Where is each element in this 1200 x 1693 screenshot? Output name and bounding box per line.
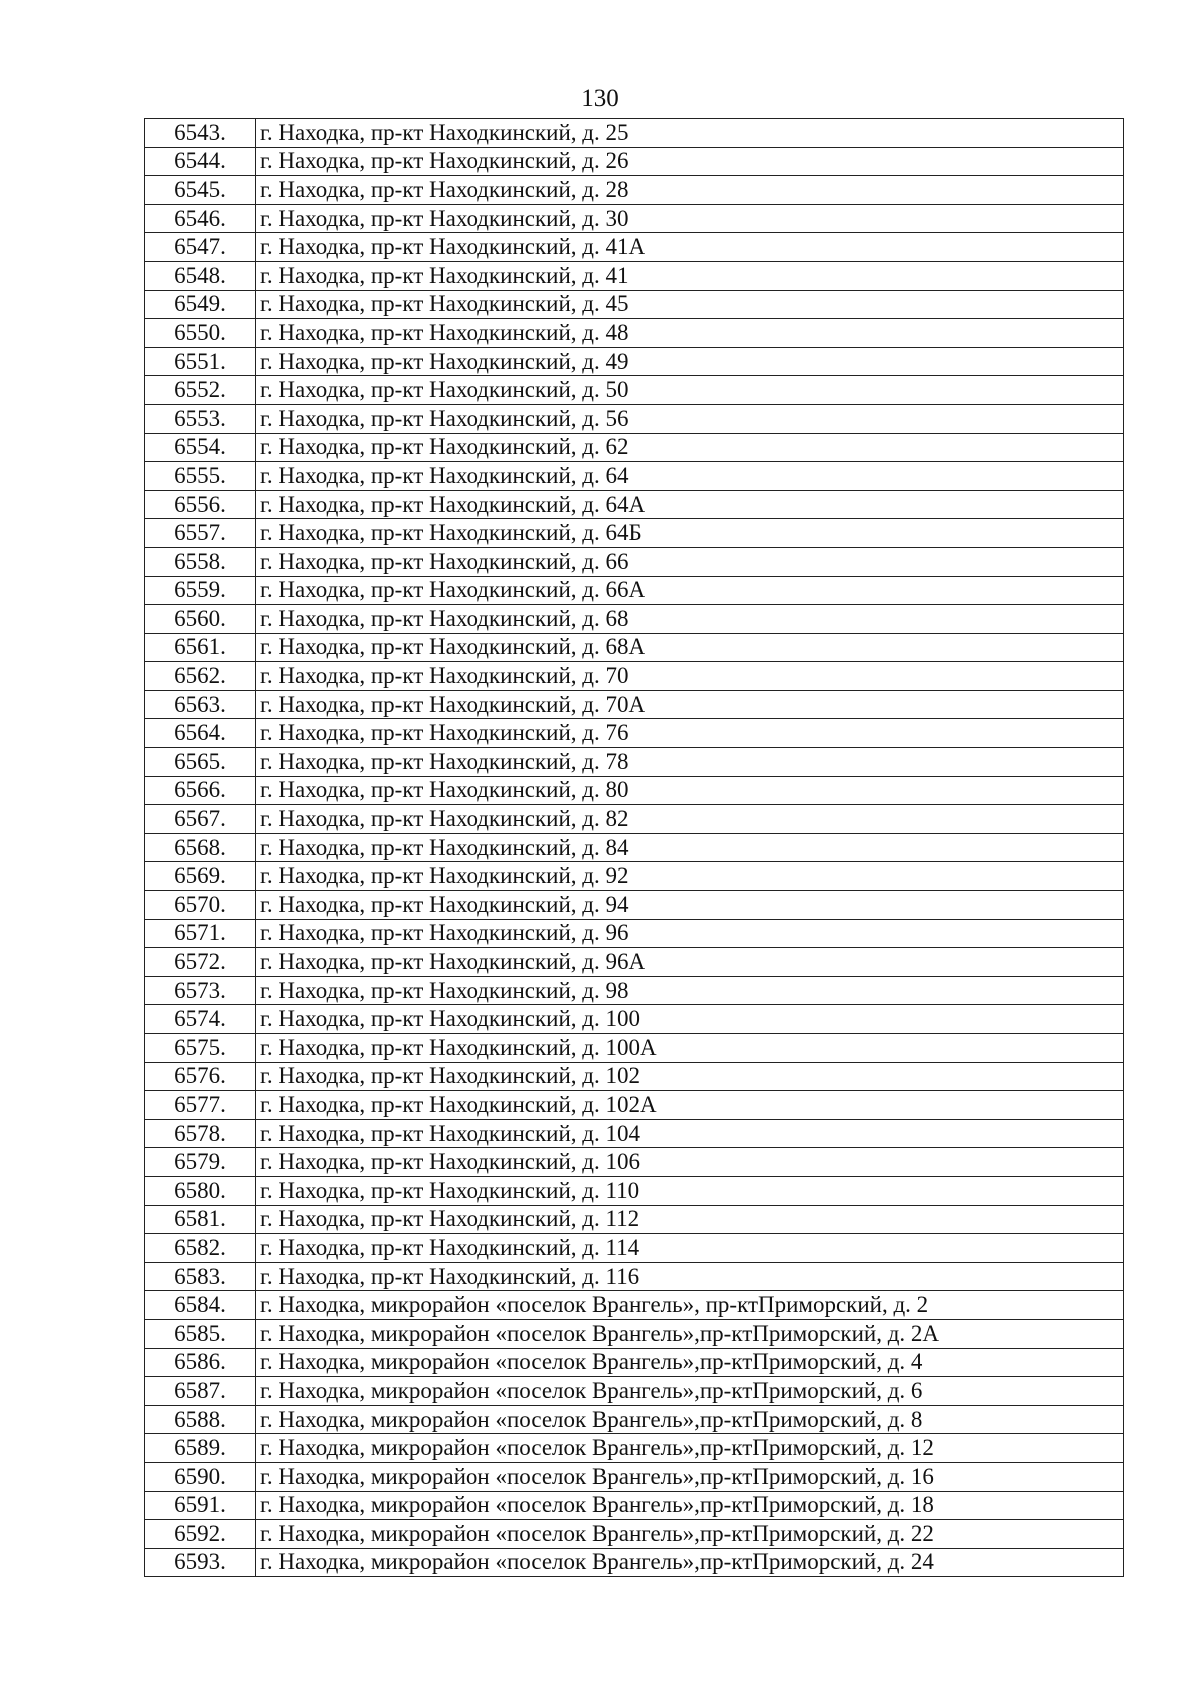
row-address: г. Находка, пр-кт Находкинский, д. 100А — [256, 1034, 1124, 1063]
row-address: г. Находка, пр-кт Находкинский, д. 92 — [256, 862, 1124, 891]
row-number: 6590. — [145, 1462, 256, 1491]
table-row — [145, 833, 1124, 862]
table-row — [145, 1034, 1124, 1063]
table-row — [145, 605, 1124, 634]
row-number: 6578. — [145, 1119, 256, 1148]
row-number: 6588. — [145, 1405, 256, 1434]
table-row — [145, 805, 1124, 834]
row-address: г. Находка, пр-кт Находкинский, д. 30 — [256, 204, 1124, 233]
row-number: 6546. — [145, 204, 256, 233]
row-number: 6556. — [145, 490, 256, 519]
table-row — [145, 1176, 1124, 1205]
row-address: г. Находка, пр-кт Находкинский, д. 78 — [256, 748, 1124, 777]
row-number: 6573. — [145, 976, 256, 1005]
row-number: 6554. — [145, 433, 256, 462]
address-table — [144, 118, 1124, 1577]
table-row — [145, 891, 1124, 920]
row-number: 6550. — [145, 319, 256, 348]
row-address: г. Находка, пр-кт Находкинский, д. 98 — [256, 976, 1124, 1005]
table-row — [145, 948, 1124, 977]
row-address: г. Находка, пр-кт Находкинский, д. 80 — [256, 776, 1124, 805]
table-row — [145, 490, 1124, 519]
row-number: 6584. — [145, 1291, 256, 1320]
table-row — [145, 719, 1124, 748]
row-address: г. Находка, пр-кт Находкинский, д. 76 — [256, 719, 1124, 748]
row-number: 6563. — [145, 690, 256, 719]
table-row — [145, 1205, 1124, 1234]
table-row — [145, 462, 1124, 491]
row-number: 6571. — [145, 919, 256, 948]
table-row — [145, 862, 1124, 891]
table-row — [145, 519, 1124, 548]
table-row — [145, 261, 1124, 290]
table-row — [145, 119, 1124, 148]
row-address: г. Находка, пр-кт Находкинский, д. 96А — [256, 948, 1124, 977]
row-number: 6566. — [145, 776, 256, 805]
row-number: 6593. — [145, 1548, 256, 1577]
row-number: 6555. — [145, 462, 256, 491]
row-number: 6591. — [145, 1491, 256, 1520]
table-row — [145, 1491, 1124, 1520]
row-number: 6572. — [145, 948, 256, 977]
table-row — [145, 1291, 1124, 1320]
row-number: 6560. — [145, 605, 256, 634]
table-row — [145, 233, 1124, 262]
row-address: г. Находка, пр-кт Находкинский, д. 112 — [256, 1205, 1124, 1234]
row-address: г. Находка, пр-кт Находкинский, д. 82 — [256, 805, 1124, 834]
table-row — [145, 1434, 1124, 1463]
row-address: г. Находка, микрорайон «поселок Врангель»,пр-ктПриморский, д. 22 — [256, 1520, 1124, 1549]
row-address: г. Находка, микрорайон «поселок Врангель», пр-ктПриморский, д. 2 — [256, 1291, 1124, 1320]
row-address: г. Находка, пр-кт Находкинский, д. 66 — [256, 547, 1124, 576]
row-number: 6558. — [145, 547, 256, 576]
table-row — [145, 319, 1124, 348]
table-row — [145, 204, 1124, 233]
table-row — [145, 1405, 1124, 1434]
row-address: г. Находка, пр-кт Находкинский, д. 64А — [256, 490, 1124, 519]
row-address: г. Находка, микрорайон «поселок Врангель»,пр-ктПриморский, д. 12 — [256, 1434, 1124, 1463]
row-address: г. Находка, пр-кт Находкинский, д. 106 — [256, 1148, 1124, 1177]
table-row — [145, 547, 1124, 576]
row-number: 6587. — [145, 1377, 256, 1406]
row-number: 6582. — [145, 1234, 256, 1263]
row-address: г. Находка, пр-кт Находкинский, д. 64Б — [256, 519, 1124, 548]
table-row — [145, 347, 1124, 376]
table-row — [145, 1062, 1124, 1091]
row-number: 6576. — [145, 1062, 256, 1091]
row-number: 6557. — [145, 519, 256, 548]
table-row — [145, 433, 1124, 462]
row-address: г. Находка, микрорайон «поселок Врангель»,пр-ктПриморский, д. 8 — [256, 1405, 1124, 1434]
row-number: 6569. — [145, 862, 256, 891]
row-number: 6561. — [145, 633, 256, 662]
table-row — [145, 404, 1124, 433]
row-address: г. Находка, пр-кт Находкинский, д. 26 — [256, 147, 1124, 176]
row-number: 6562. — [145, 662, 256, 691]
table-row — [145, 1348, 1124, 1377]
row-address: г. Находка, пр-кт Находкинский, д. 114 — [256, 1234, 1124, 1263]
row-address: г. Находка, пр-кт Находкинский, д. 96 — [256, 919, 1124, 948]
row-address: г. Находка, пр-кт Находкинский, д. 25 — [256, 119, 1124, 148]
row-number: 6551. — [145, 347, 256, 376]
table-row — [145, 1548, 1124, 1577]
row-address: г. Находка, микрорайон «поселок Врангель»,пр-ктПриморский, д. 2А — [256, 1319, 1124, 1348]
row-address: г. Находка, пр-кт Находкинский, д. 84 — [256, 833, 1124, 862]
row-address: г. Находка, пр-кт Находкинский, д. 48 — [256, 319, 1124, 348]
row-address: г. Находка, пр-кт Находкинский, д. 28 — [256, 176, 1124, 205]
row-number: 6552. — [145, 376, 256, 405]
row-number: 6583. — [145, 1262, 256, 1291]
row-number: 6549. — [145, 290, 256, 319]
table-row — [145, 376, 1124, 405]
row-address: г. Находка, пр-кт Находкинский, д. 62 — [256, 433, 1124, 462]
table-row — [145, 1520, 1124, 1549]
table-row — [145, 690, 1124, 719]
page-number: 130 — [581, 85, 619, 112]
table-row — [145, 1234, 1124, 1263]
row-number: 6589. — [145, 1434, 256, 1463]
table-row — [145, 776, 1124, 805]
table-row — [145, 1462, 1124, 1491]
row-address: г. Находка, пр-кт Находкинский, д. 104 — [256, 1119, 1124, 1148]
row-address: г. Находка, пр-кт Находкинский, д. 64 — [256, 462, 1124, 491]
table-row — [145, 1119, 1124, 1148]
row-address: г. Находка, пр-кт Находкинский, д. 41А — [256, 233, 1124, 262]
row-address: г. Находка, пр-кт Находкинский, д. 50 — [256, 376, 1124, 405]
row-address: г. Находка, пр-кт Находкинский, д. 45 — [256, 290, 1124, 319]
row-address: г. Находка, микрорайон «поселок Врангель»,пр-ктПриморский, д. 6 — [256, 1377, 1124, 1406]
row-address: г. Находка, пр-кт Находкинский, д. 41 — [256, 261, 1124, 290]
row-number: 6580. — [145, 1176, 256, 1205]
row-address: г. Находка, микрорайон «поселок Врангель»,пр-ктПриморский, д. 18 — [256, 1491, 1124, 1520]
row-address: г. Находка, пр-кт Находкинский, д. 49 — [256, 347, 1124, 376]
row-number: 6574. — [145, 1005, 256, 1034]
table-row — [145, 633, 1124, 662]
row-address: г. Находка, пр-кт Находкинский, д. 56 — [256, 404, 1124, 433]
row-number: 6579. — [145, 1148, 256, 1177]
table-row — [145, 1262, 1124, 1291]
row-address: г. Находка, пр-кт Находкинский, д. 66А — [256, 576, 1124, 605]
row-number: 6543. — [145, 119, 256, 148]
row-address: г. Находка, пр-кт Находкинский, д. 102А — [256, 1091, 1124, 1120]
row-number: 6577. — [145, 1091, 256, 1120]
row-address: г. Находка, пр-кт Находкинский, д. 100 — [256, 1005, 1124, 1034]
row-number: 6592. — [145, 1520, 256, 1549]
table-row — [145, 1377, 1124, 1406]
row-number: 6581. — [145, 1205, 256, 1234]
row-number: 6559. — [145, 576, 256, 605]
row-address: г. Находка, микрорайон «поселок Врангель»,пр-ктПриморский, д. 16 — [256, 1462, 1124, 1491]
row-number: 6545. — [145, 176, 256, 205]
row-address: г. Находка, микрорайон «поселок Врангель»,пр-ктПриморский, д. 24 — [256, 1548, 1124, 1577]
table-row — [145, 176, 1124, 205]
row-address: г. Находка, пр-кт Находкинский, д. 116 — [256, 1262, 1124, 1291]
row-address: г. Находка, пр-кт Находкинский, д. 110 — [256, 1176, 1124, 1205]
table-row — [145, 1005, 1124, 1034]
row-address: г. Находка, пр-кт Находкинский, д. 68А — [256, 633, 1124, 662]
table-row — [145, 576, 1124, 605]
row-number: 6586. — [145, 1348, 256, 1377]
table-row — [145, 748, 1124, 777]
row-number: 6575. — [145, 1034, 256, 1063]
row-address: г. Находка, пр-кт Находкинский, д. 102 — [256, 1062, 1124, 1091]
row-address: г. Находка, пр-кт Находкинский, д. 70 — [256, 662, 1124, 691]
row-number: 6565. — [145, 748, 256, 777]
table-row — [145, 976, 1124, 1005]
table-row — [145, 1091, 1124, 1120]
row-address: г. Находка, пр-кт Находкинский, д. 68 — [256, 605, 1124, 634]
row-address: г. Находка, пр-кт Находкинский, д. 94 — [256, 891, 1124, 920]
row-address: г. Находка, пр-кт Находкинский, д. 70А — [256, 690, 1124, 719]
row-number: 6568. — [145, 833, 256, 862]
row-number: 6585. — [145, 1319, 256, 1348]
address-table-body — [145, 119, 1124, 1577]
table-row — [145, 290, 1124, 319]
row-number: 6544. — [145, 147, 256, 176]
table-row — [145, 147, 1124, 176]
row-number: 6564. — [145, 719, 256, 748]
table-row — [145, 1148, 1124, 1177]
row-number: 6547. — [145, 233, 256, 262]
table-row — [145, 1319, 1124, 1348]
row-number: 6567. — [145, 805, 256, 834]
row-address: г. Находка, микрорайон «поселок Врангель»,пр-ктПриморский, д. 4 — [256, 1348, 1124, 1377]
table-row — [145, 919, 1124, 948]
table-row — [145, 662, 1124, 691]
row-number: 6570. — [145, 891, 256, 920]
row-number: 6548. — [145, 261, 256, 290]
row-number: 6553. — [145, 404, 256, 433]
